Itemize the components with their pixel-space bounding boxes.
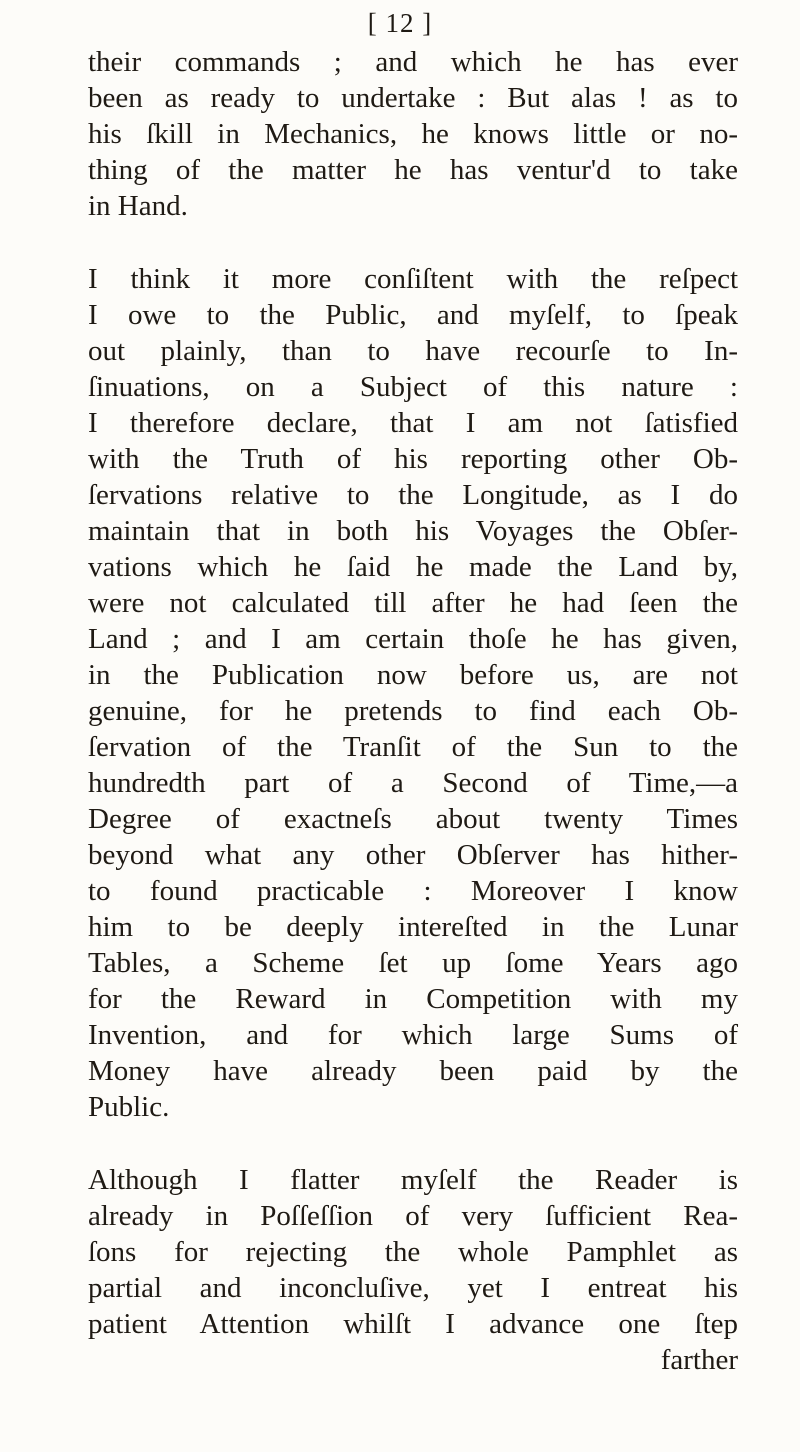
text-line: maintain that in both his Voyages the Obſer- — [88, 515, 738, 547]
text-line: Degree of exactneſs about twenty Times — [88, 803, 738, 835]
text-line: out plainly, than to have recourſe to In- — [88, 335, 738, 367]
text-line: ſervations relative to the Longitude, as I do — [88, 479, 738, 511]
paragraph-2 — [88, 261, 738, 1125]
body-text — [88, 44, 738, 1378]
page-number: [ 12 ] — [367, 8, 433, 38]
text-line: ſinuations, on a Subject of this nature : — [88, 371, 738, 403]
text-line: ſervation of the Tranſit of the Sun to the — [88, 731, 738, 763]
text-line: to found practicable : Moreover I know — [88, 875, 738, 907]
text-line: Invention, and for which large Sums of — [88, 1019, 738, 1051]
text-line: Money have already been paid by the — [88, 1055, 738, 1087]
paragraph-1 — [88, 44, 738, 224]
text-line: patient Attention whilſt I advance one ſtep — [88, 1308, 738, 1340]
text-line: ſons for rejecting the whole Pamphlet as — [88, 1236, 738, 1268]
paragraph-3 — [88, 1162, 738, 1342]
text-line: vations which he ſaid he made the Land by, — [88, 551, 738, 583]
text-line: him to be deeply intereſted in the Lunar — [88, 911, 738, 943]
text-line: Tables, a Scheme ſet up ſome Years ago — [88, 947, 738, 979]
text-line: were not calculated till after he had ſeen the — [88, 587, 738, 619]
text-line: I owe to the Public, and myſelf, to ſpeak — [88, 299, 738, 331]
text-line: beyond what any other Obſerver has hither- — [88, 839, 738, 871]
text-line: genuine, for he pretends to find each Ob- — [88, 695, 738, 727]
text-line: thing of the matter he has ventur'd to take — [88, 154, 738, 186]
text-line: in Hand. — [88, 190, 188, 222]
catchword: farther — [660, 1344, 738, 1376]
text-line: with the Truth of his reporting other Ob- — [88, 443, 738, 475]
text-line: I think it more conſiſtent with the reſpect — [88, 263, 738, 295]
text-line: been as ready to undertake : But alas ! as to — [88, 82, 738, 114]
text-line: Although I flatter myſelf the Reader is — [88, 1164, 738, 1196]
text-line: their commands ; and which he has ever — [88, 46, 738, 78]
text-line: hundredth part of a Second of Time,—a — [88, 767, 738, 799]
paragraph-gap — [88, 1125, 738, 1162]
text-line: in the Publication now before us, are not — [88, 659, 738, 691]
text-line: Land ; and I am certain thoſe he has given, — [88, 623, 738, 655]
text-line: already in Poſſeſſion of very ſufficient Rea- — [88, 1200, 738, 1232]
paragraph-gap — [88, 224, 738, 261]
text-line: Public. — [88, 1091, 170, 1123]
text-line: partial and inconcluſive, yet I entreat his — [88, 1272, 738, 1304]
text-line: I therefore declare, that I am not ſatisfied — [88, 407, 738, 439]
text-line: his ſkill in Mechanics, he knows little or no- — [88, 118, 738, 150]
text-line: for the Reward in Competition with my — [88, 983, 738, 1015]
